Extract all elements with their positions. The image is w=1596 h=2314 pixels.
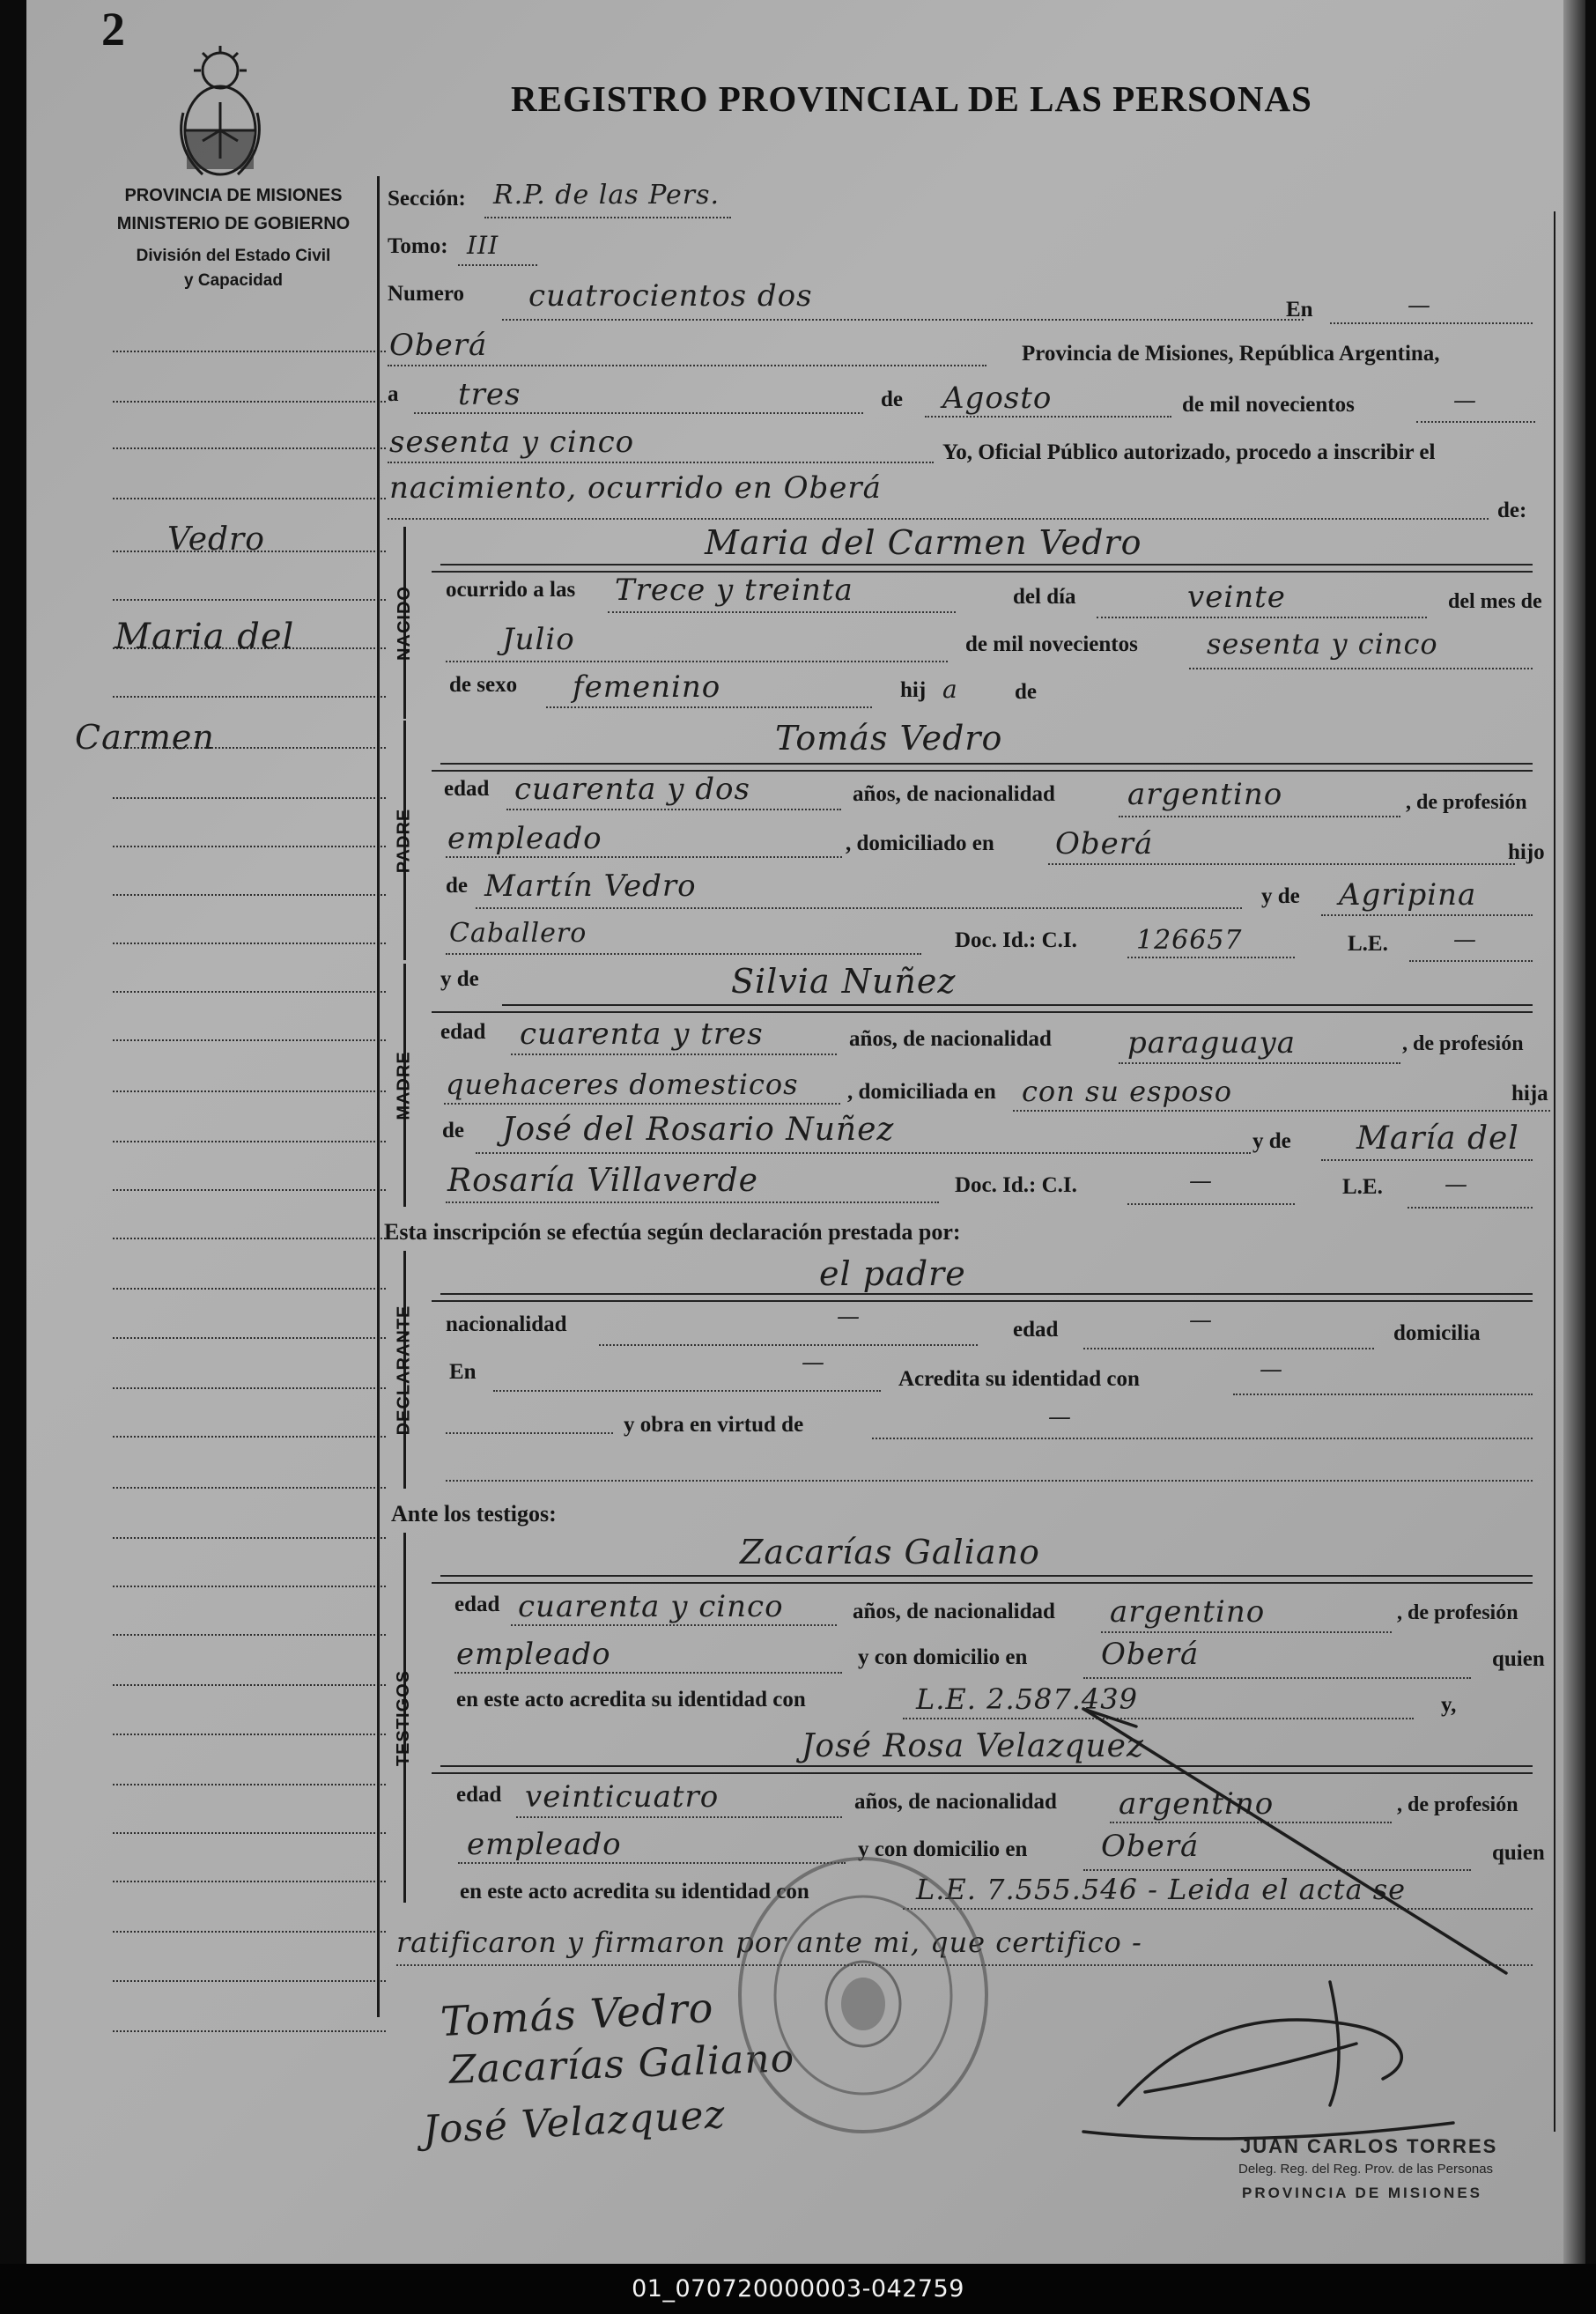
label-padre-le: L.E. xyxy=(1348,932,1388,956)
form-right-border xyxy=(1554,211,1555,2132)
value-madre-edad: cuarenta y tres xyxy=(520,1017,764,1052)
value-t1-dom: Oberá xyxy=(1101,1637,1200,1672)
label-dec-edad: edad xyxy=(1013,1318,1059,1342)
official-province: PROVINCIA DE MISIONES xyxy=(1242,2185,1483,2201)
page-number: 2 xyxy=(101,3,125,55)
label-inscripcion: Esta inscripción se efectúa según declaración prestada por: xyxy=(384,1219,961,1245)
value-hora: Trece y treinta xyxy=(615,573,853,608)
form-left-border xyxy=(377,176,380,2017)
value-inscribir: nacimiento, ocurrido en Oberá xyxy=(389,470,882,506)
label-padre-edad: edad xyxy=(444,777,490,801)
signature-testigo1: Zacarías Galiano xyxy=(448,2036,795,2093)
label-seccion: Sección: xyxy=(388,187,466,211)
margin-name-1: Maria del xyxy=(115,617,295,657)
value-dec-nac: — xyxy=(837,1304,861,1330)
value-dia: veinte xyxy=(1187,580,1286,615)
document-title: REGISTRO PROVINCIAL DE LAS PERSONAS xyxy=(511,78,1312,119)
value-madre-madre2: Rosaría Villaverde xyxy=(447,1163,758,1199)
label-t1-acredita: en este acto acredita su identidad con xyxy=(456,1688,806,1711)
label-sexo: de sexo xyxy=(449,673,518,697)
value-padre-ci: 126657 xyxy=(1136,925,1243,956)
label-del-mes: del mes de xyxy=(1448,590,1542,613)
value-madre-le: — xyxy=(1445,1172,1468,1198)
value-dec-edad: — xyxy=(1189,1307,1213,1334)
value-t1-nac: argentino xyxy=(1110,1594,1266,1630)
signature-padre: Tomás Vedro xyxy=(439,1983,715,2046)
label-de-mes: de xyxy=(881,388,903,411)
label-madre-le: L.E. xyxy=(1342,1175,1383,1199)
label-t1-anos: años, de nacionalidad xyxy=(853,1600,1055,1623)
value-madre-madre1: María del xyxy=(1356,1120,1519,1157)
margin-surname: Vedro xyxy=(167,521,265,558)
value-padre-madre2: Caballero xyxy=(449,918,587,949)
signature-testigo2: José Velazquez xyxy=(421,2092,727,2153)
value-madre-nac: paraguaya xyxy=(1127,1025,1296,1061)
label-madre-de: de xyxy=(442,1119,464,1142)
section-madre: MADRE xyxy=(394,1050,414,1120)
label-madre-y-de2: y de xyxy=(1252,1129,1291,1153)
label-tomo: Tomo: xyxy=(388,234,448,258)
footer-id: 01_070720000003-042759 xyxy=(0,2264,1596,2314)
label-dec-acredita: Acredita su identidad con xyxy=(898,1367,1140,1391)
section-padre: PADRE xyxy=(394,808,414,873)
value-dec-en: — xyxy=(802,1349,825,1376)
label-hij: hij xyxy=(900,678,927,702)
label-padre-de: de xyxy=(446,874,468,898)
official-signature-icon xyxy=(1066,1691,1524,2149)
label-a: a xyxy=(388,382,399,406)
org-capacity: y Capacidad xyxy=(184,271,283,290)
label-numero: Numero xyxy=(388,282,465,306)
label-madre-edad: edad xyxy=(440,1020,486,1044)
value-t1-prof: empleado xyxy=(456,1637,611,1672)
official-name: JUAN CARLOS TORRES xyxy=(1240,2135,1498,2157)
org-province: PROVINCIA DE MISIONES xyxy=(124,186,343,205)
value-dec-obra: — xyxy=(1048,1404,1072,1431)
label-t2-dom: y con domicilio en xyxy=(858,1837,1028,1861)
label-t2-quien: quien xyxy=(1492,1841,1545,1865)
value-testigo2-nombre: José Rosa Velazquez xyxy=(802,1728,1144,1764)
value-tomo: III xyxy=(467,231,499,260)
page-edge xyxy=(1563,0,1585,2264)
label-ante: Ante los testigos: xyxy=(391,1501,557,1527)
value-t2-nac: argentino xyxy=(1119,1786,1275,1822)
label-madre-doc: Doc. Id.: C.I. xyxy=(955,1173,1077,1197)
value-madre-hija-de: José del Rosario Nuñez xyxy=(502,1112,895,1148)
label-padre-prof: , de profesión xyxy=(1406,791,1527,814)
section-testigos: TESTIGOS xyxy=(394,1669,414,1766)
label-madre-hija: hija xyxy=(1511,1082,1548,1105)
value-en: — xyxy=(1408,292,1431,319)
label-del-dia: del día xyxy=(1013,585,1076,609)
value-t1-id: L.E. 2.587.439 xyxy=(916,1682,1138,1716)
value-t2-prof: empleado xyxy=(467,1827,622,1862)
org-ministry: MINISTERIO DE GOBIERNO xyxy=(116,214,351,233)
value-numero: cuatrocientos dos xyxy=(528,278,813,314)
value-a-dia: tres xyxy=(458,377,521,412)
value-nacido-nombre: Maria del Carmen Vedro xyxy=(705,523,1142,562)
value-padre-le: — xyxy=(1453,927,1477,953)
label-dec-obra: y obra en virtud de xyxy=(624,1413,804,1437)
org-division: División del Estado Civil xyxy=(136,247,331,265)
value-padre-madre1: Agripina xyxy=(1339,877,1477,913)
label-padre-y-de: y de xyxy=(1261,884,1300,908)
value-padre-edad: cuarenta y dos xyxy=(514,772,750,807)
value-testigo1-nombre: Zacarías Galiano xyxy=(740,1533,1040,1571)
label-t2-edad: edad xyxy=(456,1783,502,1807)
value-padre-nombre: Tomás Vedro xyxy=(775,719,1003,758)
value-madre-dom: con su esposo xyxy=(1022,1075,1232,1108)
section-nacido: NACIDO xyxy=(394,585,414,661)
value-madre-nombre: Silvia Nuñez xyxy=(731,962,957,1001)
label-madre-anos: años, de nacionalidad xyxy=(849,1027,1052,1051)
label-de-colon: de: xyxy=(1497,499,1527,522)
value-padre-dom: Oberá xyxy=(1055,826,1154,861)
label-padre-anos: años, de nacionalidad xyxy=(853,782,1055,806)
coat-of-arms-icon xyxy=(167,42,273,183)
value-hij-suffix: a xyxy=(942,675,958,704)
label-yo: Yo, Oficial Público autorizado, procedo a inscribir el xyxy=(942,440,1436,464)
value-anio: sesenta y cinco xyxy=(389,425,635,460)
value-dec-acredita: — xyxy=(1260,1357,1283,1383)
label-t2-prof: , de profesión xyxy=(1397,1793,1518,1816)
value-lugar: Oberá xyxy=(389,328,488,363)
value-t2-edad: veinticuatro xyxy=(525,1779,720,1815)
label-dec-en: En xyxy=(449,1360,477,1384)
label-t1-y: y, xyxy=(1441,1693,1457,1717)
value-padre-prof: empleado xyxy=(447,821,602,856)
value-cierre: ratificaron y firmaron por ante mi, que certifico - xyxy=(396,1926,1142,1959)
label-en: En xyxy=(1286,298,1313,322)
label-hij-de: de xyxy=(1015,680,1037,704)
label-t2-anos: años, de nacionalidad xyxy=(854,1790,1057,1814)
value-madre-ci: — xyxy=(1189,1168,1213,1194)
value-padre-hijo-de: Martín Vedro xyxy=(484,869,697,904)
label-t2-acredita: en este acto acredita su identidad con xyxy=(460,1880,809,1904)
value-mes-nac: Julio xyxy=(502,622,575,657)
label-madre-y-de: y de xyxy=(440,967,479,991)
section-declarante: DECLARANTE xyxy=(394,1305,414,1435)
label-provincia: Provincia de Misiones, República Argentina, xyxy=(1022,342,1440,366)
document-page xyxy=(26,0,1585,2264)
label-t1-quien: quien xyxy=(1492,1647,1545,1671)
label-padre-doc: Doc. Id.: C.I. xyxy=(955,928,1077,952)
value-seccion: R.P. de las Pers. xyxy=(493,180,720,211)
official-role: Deleg. Reg. del Reg. Prov. de las Personas xyxy=(1238,2162,1494,2177)
label-madre-prof: , de profesión xyxy=(1402,1032,1524,1055)
value-anio-nac: sesenta y cinco xyxy=(1207,627,1438,661)
value-t1-edad: cuarenta y cinco xyxy=(518,1589,784,1624)
label-t1-edad: edad xyxy=(454,1593,500,1616)
value-anio-dash: — xyxy=(1453,388,1477,414)
label-padre-hijo: hijo xyxy=(1508,840,1545,864)
value-mes: Agosto xyxy=(942,381,1053,416)
value-declarante-nombre: el padre xyxy=(819,1254,966,1293)
value-t2-id: L.E. 7.555.546 - Leida el acta se xyxy=(916,1873,1407,1906)
label-de-mil: de mil novecientos xyxy=(1182,393,1355,417)
value-sexo: femenino xyxy=(573,669,721,705)
label-ocurrido: ocurrido a las xyxy=(446,578,576,602)
value-padre-nac: argentino xyxy=(1127,777,1283,812)
label-t1-dom: y con domicilio en xyxy=(858,1645,1028,1669)
margin-name-2: Carmen xyxy=(75,718,215,757)
label-dec-domicilia: domicilia xyxy=(1393,1321,1481,1345)
label-padre-dom: , domiciliado en xyxy=(846,832,994,855)
label-dec-nac: nacionalidad xyxy=(446,1312,567,1336)
label-t1-prof: , de profesión xyxy=(1397,1601,1518,1624)
label-de-mil-nov: de mil novecientos xyxy=(965,632,1138,656)
official-seal-icon xyxy=(731,1850,995,2140)
label-madre-dom: , domiciliada en xyxy=(847,1080,996,1104)
value-madre-prof: quehaceres domesticos xyxy=(446,1068,799,1101)
value-t2-dom: Oberá xyxy=(1101,1829,1200,1864)
